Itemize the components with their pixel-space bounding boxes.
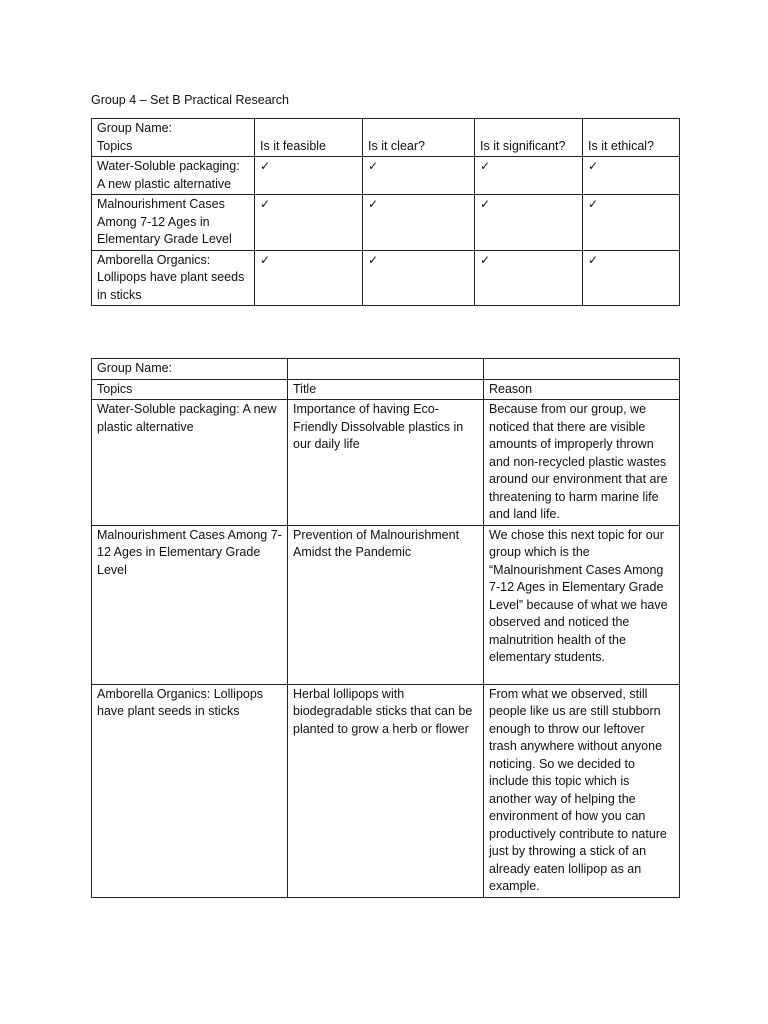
- reason-cell: Because from our group, we noticed that there are visible amounts of improperly thrown and non-recycled plastic wastes around our environment that are threatening to harm marine life and land life.: [484, 400, 680, 526]
- empty-cell: [288, 359, 484, 380]
- check-mark: ✓: [255, 195, 363, 251]
- reason-cell: From what we observed, still people like us are still stubborn enough to throw our leftover trash anywhere without anyone noticing. So we decided to include this topic which is another way of helping the environment of how you can productively contribute to nature just by throwing a stick of an already eaten lollipop as an example.: [484, 684, 680, 897]
- page-title: Group 4 – Set B Practical Research: [91, 93, 290, 107]
- table-row: [92, 525, 680, 684]
- check-mark: ✓: [363, 157, 475, 195]
- header-ethical: Is it ethical?: [583, 119, 680, 157]
- topic-cell: Malnourishment Cases Among 7-12 Ages in Elementary Grade Level: [92, 525, 288, 684]
- check-mark: ✓: [475, 250, 583, 306]
- group-name-row: [92, 359, 680, 380]
- topic-cell: Malnourishment Cases Among 7-12 Ages in Elementary Grade Level: [92, 195, 255, 251]
- check-mark: ✓: [255, 250, 363, 306]
- group-name-label: Group Name:: [97, 121, 173, 135]
- table-row: [92, 400, 680, 526]
- group-name-label: Group Name:: [92, 359, 288, 380]
- topic-cell: Amborella Organics: Lollipops have plant seeds in sticks: [92, 250, 255, 306]
- check-mark: ✓: [363, 195, 475, 251]
- header-title: Title: [288, 379, 484, 400]
- group-topics-header: [92, 119, 255, 157]
- title-cell: Prevention of Malnourishment Amidst the Pandemic: [288, 525, 484, 684]
- check-mark: ✓: [583, 250, 680, 306]
- topic-cell: Water-Soluble packaging: A new plastic alternative: [92, 400, 288, 526]
- topic-cell: Water-Soluble packaging: A new plastic alternative: [92, 157, 255, 195]
- table-row: [92, 684, 680, 897]
- table-row: [92, 157, 680, 195]
- empty-cell: [484, 359, 680, 380]
- topics-table: [91, 358, 680, 898]
- check-mark: ✓: [475, 157, 583, 195]
- title-cell: Herbal lollipops with biodegradable sticks that can be planted to grow a herb or flower: [288, 684, 484, 897]
- check-mark: ✓: [475, 195, 583, 251]
- header-feasible: Is it feasible: [255, 119, 363, 157]
- table-header-row: [92, 119, 680, 157]
- table-header-row: [92, 379, 680, 400]
- header-significant: Is it significant?: [475, 119, 583, 157]
- reason-cell: We chose this next topic for our group which is the “Malnourishment Cases Among 7-12 Ages in Elementary Grade Level” because of what we have observed and noticed the malnutrition health of the elementary students.: [484, 525, 680, 684]
- check-mark: ✓: [255, 157, 363, 195]
- check-mark: ✓: [363, 250, 475, 306]
- header-reason: Reason: [484, 379, 680, 400]
- check-mark: ✓: [583, 195, 680, 251]
- topic-cell: Amborella Organics: Lollipops have plant seeds in sticks: [92, 684, 288, 897]
- check-mark: ✓: [583, 157, 680, 195]
- topics-label: Topics: [97, 138, 133, 153]
- table-row: [92, 195, 680, 251]
- title-cell: Importance of having Eco-Friendly Dissolvable plastics in our daily life: [288, 400, 484, 526]
- header-clear: Is it clear?: [363, 119, 475, 157]
- evaluation-table: [91, 118, 680, 306]
- table-row: [92, 250, 680, 306]
- header-topics: Topics: [92, 379, 288, 400]
